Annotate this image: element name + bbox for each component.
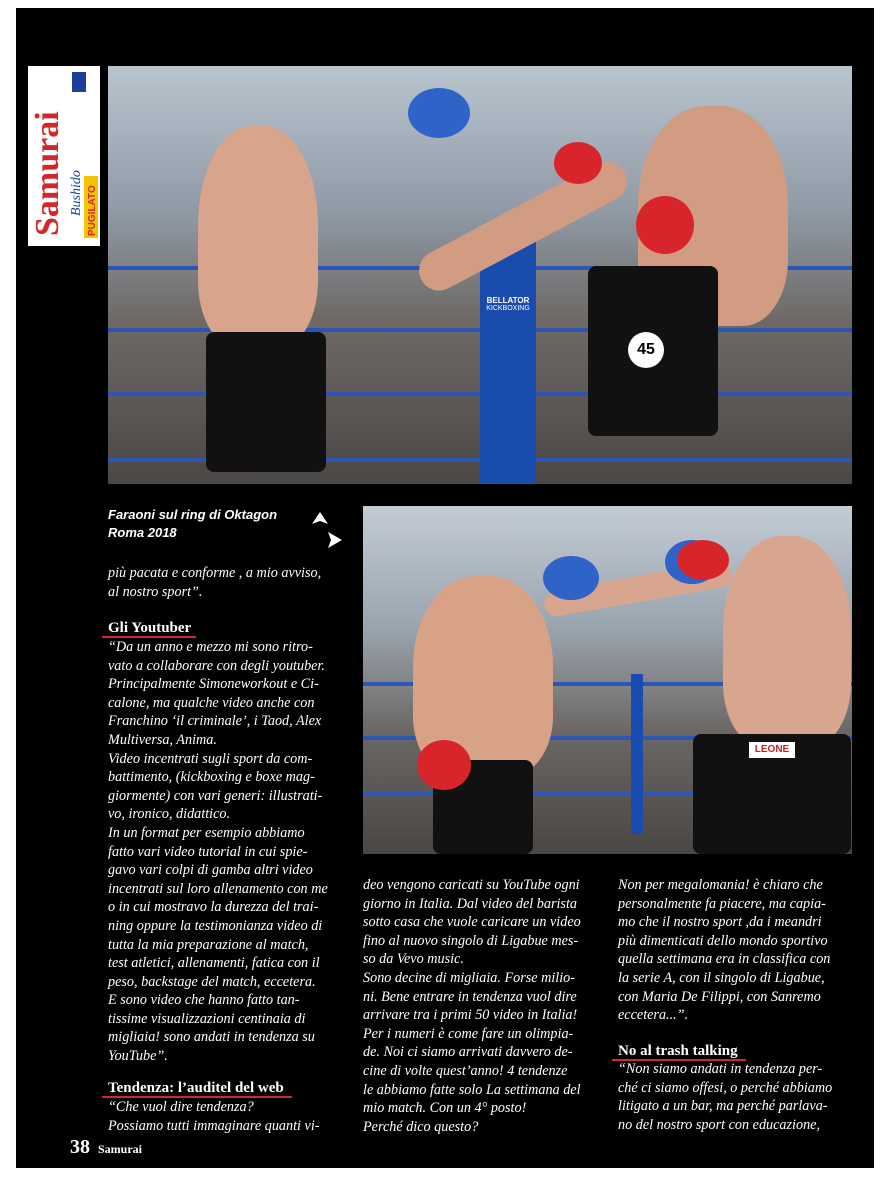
leone-logo: LEONE — [749, 742, 795, 758]
blue-glove — [543, 556, 599, 600]
caption-line-2: Roma 2018 — [108, 525, 177, 540]
photo-caption — [108, 506, 277, 542]
section-heading-youtuber: Gli Youtuber — [108, 620, 192, 636]
kickboxing-label: KICKBOXING — [486, 305, 530, 312]
section-heading-trash-talking: No al trash talking — [618, 1043, 738, 1059]
column3-body2: “Non siamo andati in tendenza per- ché ci siamo offesi, o perché abbiamo litigato a un bar, ma perché parlava- no del nostro sport con educazione, — [618, 1061, 833, 1133]
fighter-right — [723, 536, 851, 746]
ring-corner-pad — [480, 236, 536, 484]
shorts-number: 45 — [628, 332, 664, 368]
caption-line-1: Faraoni sul ring di Oktagon — [108, 507, 278, 522]
column2-body: deo vengono caricati su YouTube ogni giorno in Italia. Dal video del barista sotto casa che vuole caricare un video fino al nuovo singolo di Ligabue mes- so da Vevo music. Sono decine di migliaia. Forse milio- ni. Bene entrare in tendenza vuol dire arrivare tra i primi 50 video in Italia! Per i numeri è come fare un olimpia- de. Noi ci siamo arrivati davvero de- cine di volte quest’anno! 4 tendenze le abbiamo fatte solo La settimana del mio match. Con un 4° posto! Perché dico questo? — [363, 877, 581, 1135]
fighter-left-shorts — [206, 332, 326, 472]
arrow-icon — [312, 512, 342, 548]
magazine-page — [16, 8, 874, 1168]
fighter-left — [198, 126, 318, 346]
red-glove — [677, 540, 729, 580]
fighter-right-shorts — [588, 266, 718, 436]
bellator-label: BELLATOR — [486, 296, 530, 305]
page-number: 38 — [70, 1136, 90, 1158]
section-heading-tendenza: Tendenza: l’auditel del web — [108, 1080, 284, 1096]
samurai-logo — [28, 66, 100, 246]
bottom-fight-photo — [363, 506, 852, 854]
column1-intro: più pacata e conforme , a mio avviso, al nostro sport”. — [108, 565, 322, 600]
fighter-right-shorts — [693, 734, 851, 854]
top-fight-photo — [108, 66, 852, 484]
svg-text:PUGILATO: PUGILATO — [87, 185, 98, 236]
column1-body2: “Che vuol dire tendenza? Possiamo tutti immaginare quanti vi- — [108, 1099, 320, 1134]
red-glove — [554, 142, 602, 184]
ring-post — [631, 674, 643, 834]
magazine-name: Samurai — [98, 1142, 143, 1156]
red-glove — [417, 740, 471, 790]
red-glove — [636, 196, 694, 254]
blue-glove — [408, 88, 470, 138]
column1-body1: “Da un anno e mezzo mi sono ritro- vato a collaborare con degli youtuber. Principalmente Simoneworkout e Ci- calone, ma qualche video anche con Franchino ‘il criminale’, i Taod, Alex Multiversa, Anima. Video incentrati sugli sport da com- battimento, (kickboxing e boxe mag- giormente) con vari generi: illustrati- vo, ironico, didattico. In un format per esempio abbiamo fatto vari video tutorial in cui spie- gavo vari colpi di gamba altri video incentrati sul loro allenamento con me o in cui mostravo la durezza del trai- ning oppure la testimonianza video di tutta la mia preparazione al match, test atletici, allenamenti, fatica con il peso, backstage del match, eccetera. E sono video che hanno fatto tan- tissime visualizzazioni centinaia di migliaia! sono andati in tendenza su YouTube”. — [108, 639, 328, 1065]
svg-text:Samurai: Samurai — [29, 111, 66, 236]
column3-body1: Non per megalomania! è chiaro che personalmente fa piacere, ma capia- mo che il nostro sport ,da i meandri più dimenticati dello mondo sportivo quella settimana era in classifica con la serie A, con il singolo di Ligabue, con Maria De Filippi, con Sanremo eccetera...”. — [618, 877, 831, 1024]
svg-text:Bushido: Bushido — [69, 170, 84, 216]
